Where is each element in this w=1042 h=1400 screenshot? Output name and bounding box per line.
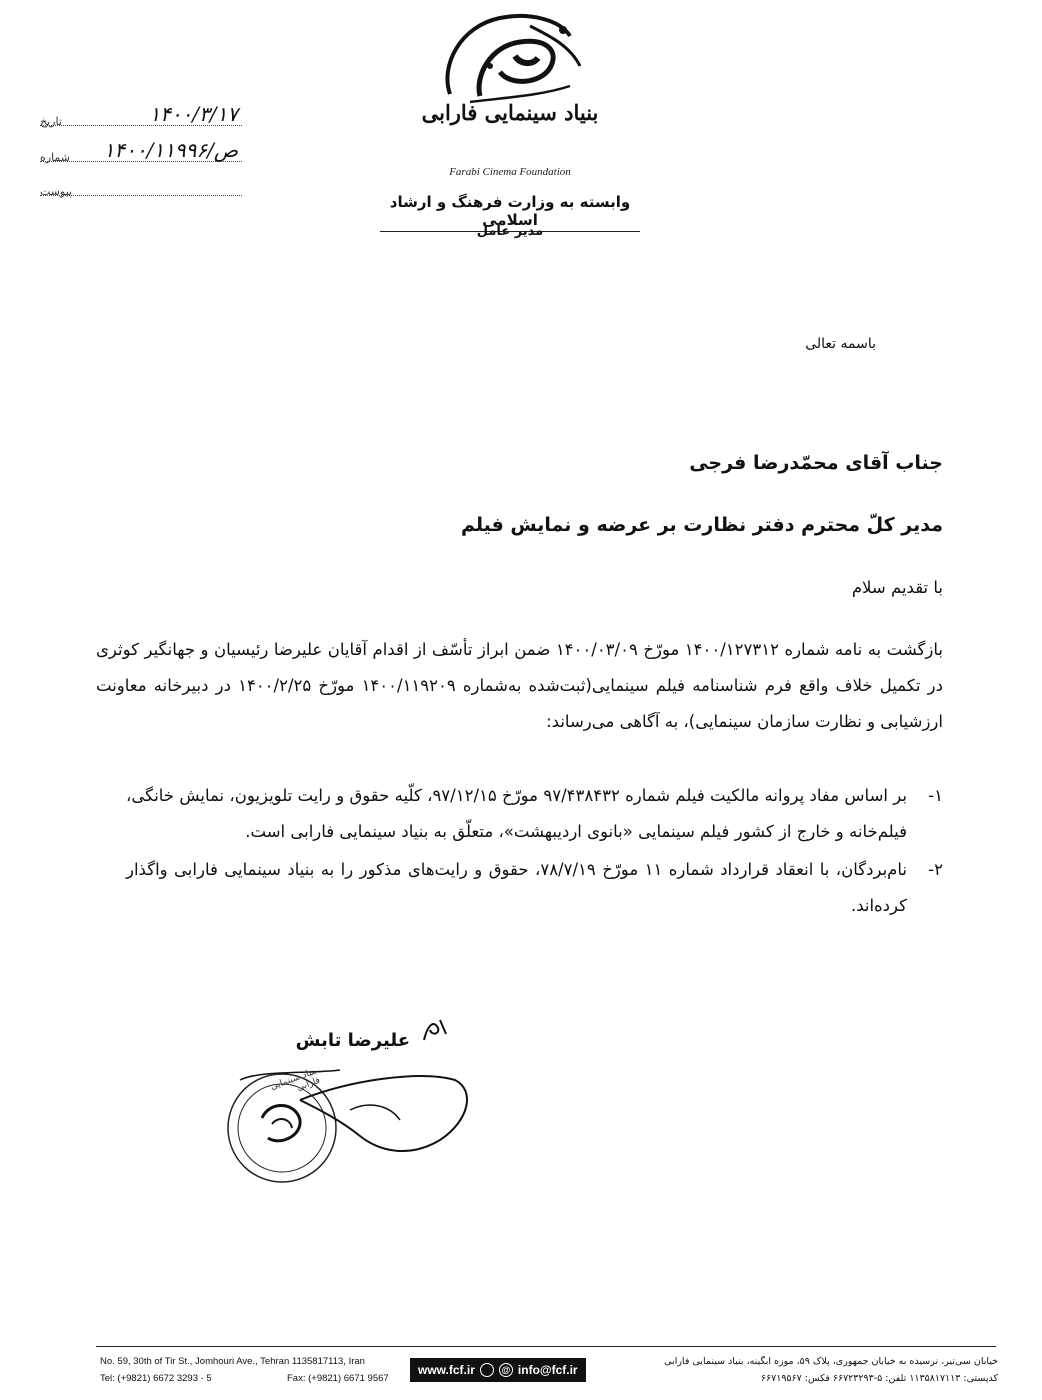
org-name-latin: Farabi Cinema Foundation [449,166,571,178]
footer-address-en: No. 59, 30th of Tir St., Jomhouri Ave., Tehran 1135817113, Iran [100,1356,365,1367]
recipient-name: جناب آقای محمّدرضا فرجی [689,452,943,474]
list-item [96,852,943,924]
official-stamp-icon [200,1040,480,1220]
items-list [96,778,943,924]
footer-divider [96,1346,996,1347]
item-number: ۱- [928,786,943,805]
email-icon: @ [499,1363,513,1377]
footer-fax-en: Fax: (+9821) 6671 9567 [287,1373,389,1384]
date-value: ۱۴۰۰/۳/۱۷ [149,102,238,126]
item-text: نام‌بردگان، با انعقاد قرارداد شماره ۱۱ مورّخ ۷۸/۷/۱۹، حقوق و رایت‌های مذکور را به بنیاد سینمایی فارابی واگذار کرده‌اند. [126,860,907,915]
stamp-and-signature [200,1040,480,1220]
number-value: ۱۴۰۰/ص/۱۱۹۹۶ [103,138,238,162]
invocation: باسمه تعالی [805,336,876,352]
website-link[interactable]: www.fcf.ir [418,1363,475,1377]
ministry-affiliation: وابسته به وزارت فرهنگ و ارشاد اسلامی [380,193,640,232]
number-label: شماره [40,151,71,164]
email-link[interactable]: info@fcf.ir [517,1363,578,1377]
date-field [40,104,250,130]
attachment-line [40,195,242,196]
role-title: مدیر عامل [476,224,544,239]
farabi-calligraphy-icon [420,6,600,106]
footer-web-bar [410,1358,586,1382]
footer-contact-fa: کدپستی: ۱۱۳۵۸۱۷۱۱۳ تلفن: ۵-۶۶۷۲۳۲۹۳ فکس: ۶۶۷۱۹۵۶۷ [760,1373,998,1384]
number-field [40,140,250,166]
main-paragraph: بازگشت به نامه شماره ۱۴۰۰/۱۲۷۳۱۲ مورّخ ۱۴۰۰/۰۳/۰۹ ضمن ابراز تأسّف از اقدام آقایان علیرضا رئیسیان و جهانگیر کوثری در تکمیل خلاف واقع فرم شناسنامه فیلم سینمایی(ثبت‌شده به‌شماره ۱۴۰۰/۱۱۹۲۰۹ مورّخ ۱۴۰۰/۲/۲۵ در دبیرخانه معاونت ارزشیابی و نظارت سازمان سینمایی)، به آگاهی می‌رساند: [96,640,943,731]
org-name: بنیاد سینمایی فارابی [421,100,599,125]
attachment-label: پیوست [40,185,73,198]
signatory-name: علیرضا تابش [295,1030,410,1051]
list-item [96,778,943,850]
date-label: تاریخ [40,115,62,128]
attachment-field [40,174,250,200]
footer-tel-en: Tel: (+9821) 6672 3293 - 5 [100,1373,212,1384]
stamp-text: بنیاد سینمایی فارابی [269,1066,322,1094]
farabi-logo [420,6,600,106]
item-text: بر اساس مفاد پروانه مالکیت فیلم شماره ۹۷/۴۳۸۴۳۲ مورّخ ۹۷/۱۲/۱۵، کلّیه حقوق و رایت تلویزیون، نمایش خانگی، فیلم‌خانه و خارج از کشور فیلم سینمایی «بانوی اردیبهشت»، متعلّق به بنیاد سینمایی فارابی است. [126,786,907,841]
greeting: با تقدیم سلام [851,578,943,597]
item-number: ۲- [928,860,943,879]
recipient-title: مدیر کلّ محترم دفتر نظارت بر عرضه و نمایش فیلم [460,514,943,536]
footer-address-fa: خیابان سی‌تیر، نرسیده به خیابان جمهوری، پلاک ۵۹، موزه آبگینه، بنیاد سینمایی فارابی [664,1356,998,1367]
globe-icon [480,1363,494,1377]
